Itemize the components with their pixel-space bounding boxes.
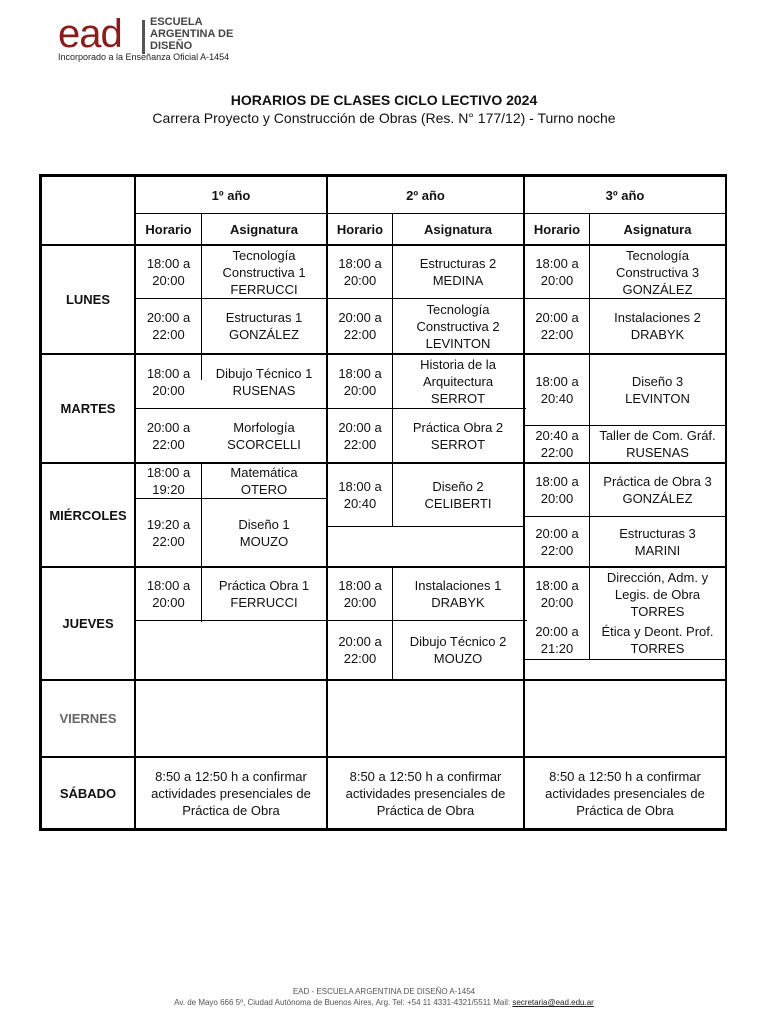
lunes-y2-time-1: 18:00 a 20:00 (338, 256, 382, 288)
martes-y2-subject-1: Historia de la Arquitectura SERROT (420, 357, 496, 406)
lunes-y3-subject-1: Tecnología Constructiva 3 GONZÁLEZ (615, 247, 700, 297)
miercoles-y3-subject-1: Práctica de Obra 3 GONZÁLEZ (603, 474, 712, 506)
martes-y3-time-2: 20:40 a 22:00 (535, 428, 579, 460)
grid-line (725, 174, 727, 831)
day-sabado: SÁBADO (59, 785, 117, 801)
day-martes: MARTES (60, 401, 116, 416)
schedule-table (39, 174, 727, 831)
viernes-row-fill (42, 681, 725, 756)
day-lunes: LUNES (65, 292, 111, 307)
year-header-1: 1º año (211, 187, 251, 203)
jueves-y2-time-2: 20:00 a 22:00 (338, 634, 382, 666)
lunes-y2-subject-2: Tecnología Constructiva 2 LEVINTON (416, 301, 500, 351)
miercoles-y1-subject-2: Diseño 1 MOUZO (238, 516, 290, 549)
lunes-y2-time-2: 20:00 a 22:00 (338, 310, 382, 342)
lunes-y1-time-2: 20:00 a 22:00 (146, 310, 191, 342)
miercoles-y2-time-1: 18:00 a 20:40 (338, 479, 382, 511)
day-miercoles: MIÉRCOLES (49, 507, 127, 523)
logo-divider (142, 20, 145, 54)
sabado-y1-note: 8:50 a 12:50 h a confirmar actividades presenciales de Práctica de Obra (151, 768, 311, 818)
year-header-3: 3º año (605, 187, 645, 203)
page-subtitle: Carrera Proyecto y Construcción de Obras (Res. N° 177/12) - Turno noche (152, 110, 616, 126)
martes-y2-time-1: 18:00 a 20:00 (338, 365, 382, 398)
jueves-y3-time-2: 20:00 a 21:20 (535, 624, 579, 656)
logo-subtitle: Incorporado a la Enseñanza Oficial A-1454 (58, 52, 230, 62)
jueves-y3-subject-2: Ética y Deont. Prof. TORRES (601, 624, 714, 656)
lunes-y3-subject-2: Instalaciones 2 DRABYK (614, 310, 701, 342)
footer-mail-link[interactable]: secretaria@ead.edu.ar (512, 998, 594, 1007)
sabado-y2-note: 8:50 a 12:50 h a confirmar actividades presenciales de Práctica de Obra (345, 768, 506, 818)
day-viernes: VIERNES (59, 711, 117, 726)
col-horario-3: Horario (533, 221, 581, 237)
footer-school: EAD - ESCUELA ARGENTINA DE DISEÑO A-1454 (292, 987, 476, 996)
miercoles-y3-time-1: 18:00 a 20:00 (535, 474, 579, 506)
miercoles-y3-subject-2: Estructuras 3 MARINI (619, 525, 696, 558)
martes-y3-subject-1: Diseño 3 LEVINTON (625, 374, 690, 406)
jueves-y2-subject-2: Dibujo Técnico 2 MOUZO (409, 634, 507, 666)
grid-line (523, 659, 727, 660)
miercoles-y1-time-2: 19:20 a 22:00 (146, 516, 191, 549)
lunes-y1-time-1: 18:00 a 20:00 (146, 256, 191, 288)
martes-y1-time-1: 18:00 a 20:00 (146, 365, 191, 398)
martes-y1-subject-2: Morfología SCORCELLI (227, 419, 301, 452)
jueves-y1-time-1: 18:00 a 20:00 (146, 578, 191, 610)
lunes-y1-subject-1: Tecnología Constructiva 1 FERRUCCI (222, 247, 306, 297)
grid-line (39, 679, 727, 681)
grid-line (39, 828, 727, 831)
jueves-y1-subject-1: Práctica Obra 1 FERRUCCI (218, 578, 310, 610)
logo-name: ESCUELA ARGENTINA DE DISEÑO (150, 16, 234, 52)
martes-y2-time-2: 20:00 a 22:00 (338, 419, 382, 452)
jueves-y2-time-1: 18:00 a 20:00 (338, 578, 382, 610)
miercoles-y2-subject-1: Diseño 2 CELIBERTI (424, 479, 492, 511)
lunes-y3-time-2: 20:00 a 22:00 (535, 310, 579, 342)
sabado-y3-note: 8:50 a 12:50 h a confirmar actividades presenciales de Práctica de Obra (545, 768, 705, 818)
footer-contact (0, 998, 768, 1007)
miercoles-y3-time-2: 20:00 a 22:00 (535, 525, 579, 558)
martes-y1-time-2: 20:00 a 22:00 (146, 419, 191, 452)
martes-y3-subject-2: Taller de Com. Gráf. RUSENAS (599, 428, 716, 460)
lunes-y1-subject-2: Estructuras 1 GONZÁLEZ (225, 310, 303, 342)
day-jueves: JUEVES (62, 616, 114, 631)
jueves-y3-time-1: 18:00 a 20:00 (535, 578, 579, 610)
col-horario-1: Horario (145, 221, 192, 237)
col-asignatura-1: Asignatura (230, 221, 298, 237)
col-asignatura-3: Asignatura (623, 221, 692, 237)
page-title: HORARIOS DE CLASES CICLO LECTIVO 2024 (230, 92, 538, 108)
footer-address: Av. de Mayo 666 5º, Ciudad Autónoma de Buenos Aires, Arg. Tel: +54 11 4331-4321/5511 Mail: (174, 998, 513, 1007)
col-asignatura-2: Asignatura (424, 221, 492, 237)
martes-y3-time-1: 18:00 a 20:40 (535, 374, 579, 406)
logo-mark: ead (58, 12, 122, 56)
jueves-y3-subject-1: Dirección, Adm. y Legis. de Obra TORRES (606, 569, 709, 619)
col-horario-2: Horario (336, 221, 384, 237)
miercoles-y1-time-1: 18:00 a 19:20 (146, 465, 191, 497)
lunes-y3-time-1: 18:00 a 20:00 (535, 256, 579, 288)
martes-y2-subject-2: Práctica Obra 2 SERROT (412, 419, 504, 452)
jueves-y2-subject-1: Instalaciones 1 DRABYK (414, 578, 502, 610)
martes-y1-subject-1: Dibujo Técnico 1 RUSENAS (215, 365, 313, 398)
miercoles-y1-subject-1: Matemática OTERO (230, 465, 298, 497)
lunes-y2-subject-1: Estructuras 2 MEDINA (419, 256, 497, 288)
year-header-2: 2º año (406, 187, 445, 203)
grid-line (326, 526, 525, 527)
